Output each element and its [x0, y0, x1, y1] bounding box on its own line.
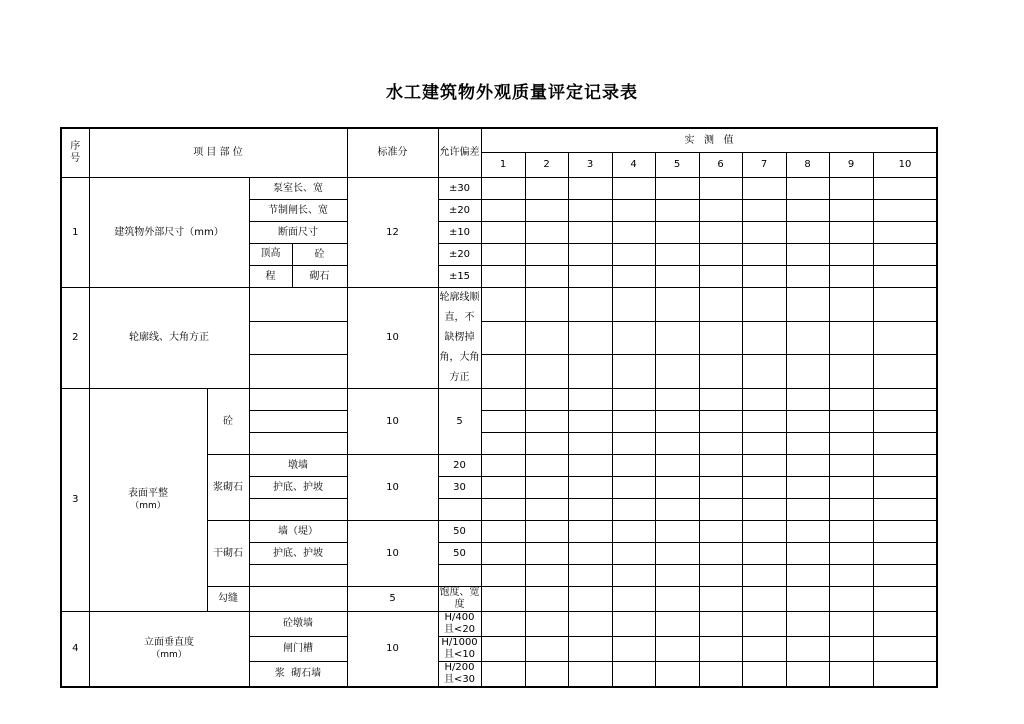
- measurement-cell: [612, 637, 655, 662]
- measurement-cell: [568, 477, 612, 499]
- measurement-cell: [525, 321, 568, 355]
- measurement-cell: [568, 612, 612, 637]
- r1-tol-4: ±20: [438, 244, 481, 266]
- measurement-cell: [829, 543, 873, 565]
- measurement-cell: [655, 411, 699, 433]
- measurement-cell: [568, 565, 612, 587]
- measurement-cell: [829, 662, 873, 688]
- measurement-cell: [568, 355, 612, 389]
- r4-name-line1: 立面垂直度: [144, 637, 194, 648]
- measurement-cell: [612, 433, 655, 455]
- measurement-cell: [742, 321, 786, 355]
- measurement-cell: [742, 499, 786, 521]
- header-tolerance: 允许偏差: [438, 128, 481, 178]
- measure-col-1: 1: [481, 153, 525, 178]
- measurement-cell: [568, 200, 612, 222]
- measurement-cell: [568, 321, 612, 355]
- r3-mortar-tol-3: [438, 499, 481, 521]
- measurement-cell: [829, 477, 873, 499]
- measurement-cell: [525, 612, 568, 637]
- measurement-cell: [742, 455, 786, 477]
- measurement-cell: [873, 355, 937, 389]
- r4-sub-3: 浆 砌石墙: [249, 662, 347, 688]
- r2-name: 轮廓线、大角方正: [89, 288, 249, 389]
- measurement-cell: [699, 477, 742, 499]
- r3-dry-tol-3: [438, 565, 481, 587]
- r3-name-line2: （mm）: [130, 501, 166, 511]
- r4-tol-2: H/1000 且<10: [438, 637, 481, 662]
- measurement-cell: [699, 178, 742, 200]
- measurement-cell: [699, 200, 742, 222]
- measurement-cell: [568, 637, 612, 662]
- measurement-cell: [829, 411, 873, 433]
- measurement-cell: [742, 355, 786, 389]
- measurement-cell: [873, 565, 937, 587]
- measurement-cell: [742, 433, 786, 455]
- measurement-cell: [829, 565, 873, 587]
- measurement-cell: [655, 222, 699, 244]
- measurement-cell: [481, 477, 525, 499]
- measurement-cell: [568, 411, 612, 433]
- r3-mortar-sub-3: [249, 499, 347, 521]
- measurement-cell: [612, 477, 655, 499]
- r3-concrete-sub-2: [249, 411, 347, 433]
- measurement-cell: [699, 637, 742, 662]
- measurement-cell: [699, 321, 742, 355]
- r2-sub-1: [249, 288, 347, 322]
- measurement-cell: [568, 288, 612, 322]
- measurement-cell: [655, 587, 699, 612]
- measurement-cell: [699, 355, 742, 389]
- measurement-cell: [873, 411, 937, 433]
- measurement-cell: [786, 389, 829, 411]
- measurement-cell: [655, 266, 699, 288]
- r1-tol-2: ±20: [438, 200, 481, 222]
- measurement-cell: [742, 411, 786, 433]
- measurement-cell: [742, 662, 786, 688]
- measurement-cell: [873, 222, 937, 244]
- r1-sub-1: 泵室长、宽: [249, 178, 347, 200]
- measurement-cell: [699, 411, 742, 433]
- r3-joint: 勾缝: [207, 587, 249, 612]
- measurement-cell: [525, 200, 568, 222]
- r2-score: 10: [347, 288, 438, 389]
- measurement-cell: [786, 477, 829, 499]
- r3-dry-sub-2: 护底、护坡: [249, 543, 347, 565]
- r3-name-line1: 表面平整: [128, 488, 168, 499]
- measurement-cell: [655, 543, 699, 565]
- r3-mortar-score: 10: [347, 455, 438, 521]
- r3-joint-score: 5: [347, 587, 438, 612]
- measurement-cell: [873, 612, 937, 637]
- measurement-cell: [873, 637, 937, 662]
- measurement-cell: [873, 389, 937, 411]
- measurement-cell: [655, 477, 699, 499]
- measurement-cell: [481, 543, 525, 565]
- r1-top-elev-2: 程: [249, 266, 292, 288]
- r2-tol-line3: 方正: [449, 372, 470, 383]
- measurement-cell: [568, 543, 612, 565]
- measurement-cell: [829, 288, 873, 322]
- measurement-cell: [481, 612, 525, 637]
- measurement-cell: [568, 266, 612, 288]
- r4-no: 4: [61, 612, 89, 688]
- r4-tol-1: H/400 且<20: [438, 612, 481, 637]
- measurement-cell: [742, 637, 786, 662]
- measurement-cell: [742, 266, 786, 288]
- r1-tol-1: ±30: [438, 178, 481, 200]
- measure-col-6: 6: [699, 153, 742, 178]
- measure-col-8: 8: [786, 153, 829, 178]
- measurement-cell: [786, 288, 829, 322]
- r1-name: 建筑物外部尺寸（mm）: [89, 178, 249, 288]
- measurement-cell: [786, 200, 829, 222]
- r4-name: [89, 612, 249, 688]
- measurement-cell: [525, 244, 568, 266]
- r3-mortar: 浆砌石: [207, 455, 249, 521]
- measurement-cell: [699, 499, 742, 521]
- measurement-cell: [525, 455, 568, 477]
- measurement-cell: [568, 244, 612, 266]
- measurement-cell: [481, 455, 525, 477]
- measurement-cell: [655, 178, 699, 200]
- measurement-cell: [568, 389, 612, 411]
- r3-dry-sub-3: [249, 565, 347, 587]
- measurement-cell: [525, 521, 568, 543]
- measurement-cell: [786, 321, 829, 355]
- measurement-cell: [525, 288, 568, 322]
- document-title: 水工建筑物外观质量评定记录表: [386, 83, 638, 103]
- measurement-cell: [481, 355, 525, 389]
- measurement-cell: [873, 477, 937, 499]
- measurement-cell: [742, 543, 786, 565]
- measure-col-7: 7: [742, 153, 786, 178]
- measurement-cell: [568, 178, 612, 200]
- measurement-cell: [525, 477, 568, 499]
- measurement-cell: [481, 200, 525, 222]
- r3-joint-tol: 饱度、宽度: [439, 587, 480, 610]
- measurement-cell: [481, 244, 525, 266]
- measurement-cell: [786, 355, 829, 389]
- measurement-cell: [699, 662, 742, 688]
- measurement-cell: [829, 355, 873, 389]
- measurement-cell: [742, 200, 786, 222]
- r1-score: 12: [347, 178, 438, 288]
- measurement-cell: [481, 662, 525, 688]
- r3-dry: 干砌石: [207, 521, 249, 587]
- measurement-cell: [786, 521, 829, 543]
- measurement-cell: [612, 543, 655, 565]
- r3-mortar-tol-2: 30: [438, 477, 481, 499]
- measurement-cell: [786, 411, 829, 433]
- r3-mortar-sub-2: 护底、护坡: [249, 477, 347, 499]
- quality-record-table: [60, 127, 938, 688]
- r1-concrete: 砼: [292, 244, 347, 266]
- measurement-cell: [742, 521, 786, 543]
- r4-score: 10: [347, 612, 438, 688]
- r3-dry-sub-1: 墙（堤）: [249, 521, 347, 543]
- measurement-cell: [873, 266, 937, 288]
- measurement-cell: [655, 565, 699, 587]
- r3-dry-tol-1: 50: [438, 521, 481, 543]
- measurement-cell: [612, 355, 655, 389]
- measurement-cell: [525, 266, 568, 288]
- measurement-cell: [481, 565, 525, 587]
- measurement-cell: [699, 521, 742, 543]
- measurement-cell: [525, 587, 568, 612]
- measurement-cell: [481, 587, 525, 612]
- r4-sub-1: 砼墩墙: [249, 612, 347, 637]
- measurement-cell: [655, 433, 699, 455]
- measurement-cell: [655, 321, 699, 355]
- measurement-cell: [829, 178, 873, 200]
- measurement-cell: [655, 389, 699, 411]
- measure-col-9: 9: [829, 153, 873, 178]
- r3-name: [89, 389, 207, 612]
- measurement-cell: [525, 389, 568, 411]
- measurement-cell: [786, 612, 829, 637]
- measurement-cell: [873, 200, 937, 222]
- measurement-cell: [655, 637, 699, 662]
- measurement-cell: [829, 222, 873, 244]
- measurement-cell: [742, 222, 786, 244]
- measurement-cell: [829, 612, 873, 637]
- measurement-cell: [525, 411, 568, 433]
- measure-col-4: 4: [612, 153, 655, 178]
- measurement-cell: [699, 288, 742, 322]
- measurement-cell: [525, 565, 568, 587]
- measurement-cell: [699, 266, 742, 288]
- measurement-cell: [699, 565, 742, 587]
- measurement-cell: [786, 637, 829, 662]
- measurement-cell: [612, 200, 655, 222]
- r2-sub-3: [249, 355, 347, 389]
- measurement-cell: [481, 637, 525, 662]
- measurement-cell: [655, 355, 699, 389]
- r1-no: 1: [61, 178, 89, 288]
- r1-top-elev-line1: 顶高: [260, 248, 281, 259]
- r2-tol-line2: 缺楞掉角，大角: [439, 332, 480, 363]
- measurement-cell: [873, 244, 937, 266]
- measurement-cell: [742, 612, 786, 637]
- r2-tol: [438, 288, 481, 389]
- measurement-cell: [742, 288, 786, 322]
- measurement-cell: [829, 521, 873, 543]
- measurement-cell: [655, 612, 699, 637]
- measurement-cell: [786, 662, 829, 688]
- measurement-cell: [786, 433, 829, 455]
- measurement-cell: [525, 433, 568, 455]
- r1-top-elev: [249, 244, 292, 266]
- measurement-cell: [699, 587, 742, 612]
- r3-concrete: 砼: [207, 389, 249, 455]
- measurement-cell: [568, 587, 612, 612]
- measurement-cell: [612, 499, 655, 521]
- header-seq: [61, 128, 89, 178]
- measure-col-5: 5: [655, 153, 699, 178]
- measurement-cell: [655, 662, 699, 688]
- r3-concrete-tol: 5: [438, 389, 481, 455]
- measurement-cell: [612, 587, 655, 612]
- measurement-cell: [786, 222, 829, 244]
- measurement-cell: [829, 321, 873, 355]
- measurement-cell: [829, 244, 873, 266]
- measurement-cell: [525, 637, 568, 662]
- measurement-cell: [481, 433, 525, 455]
- measurement-cell: [612, 411, 655, 433]
- measurement-cell: [481, 222, 525, 244]
- measurement-cell: [829, 637, 873, 662]
- measurement-cell: [786, 178, 829, 200]
- measurement-cell: [786, 244, 829, 266]
- measurement-cell: [612, 244, 655, 266]
- measurement-cell: [612, 266, 655, 288]
- measurement-cell: [612, 389, 655, 411]
- measurement-cell: [873, 455, 937, 477]
- measurement-cell: [525, 499, 568, 521]
- measurement-cell: [655, 200, 699, 222]
- measurement-cell: [873, 321, 937, 355]
- measurement-cell: [873, 543, 937, 565]
- measurement-cell: [829, 433, 873, 455]
- measurement-cell: [829, 266, 873, 288]
- measurement-cell: [873, 662, 937, 688]
- measurement-cell: [786, 587, 829, 612]
- measurement-cell: [786, 266, 829, 288]
- r3-joint-sub: [249, 587, 347, 612]
- measurement-cell: [655, 455, 699, 477]
- r3-concrete-sub-1: [249, 389, 347, 411]
- measurement-cell: [699, 433, 742, 455]
- r3-dry-tol-2: 50: [438, 543, 481, 565]
- measurement-cell: [829, 455, 873, 477]
- measurement-cell: [481, 499, 525, 521]
- measurement-cell: [612, 612, 655, 637]
- measurement-cell: [612, 662, 655, 688]
- measurement-cell: [742, 477, 786, 499]
- measurement-cell: [829, 389, 873, 411]
- measure-col-2: 2: [525, 153, 568, 178]
- measurement-cell: [568, 499, 612, 521]
- measurement-cell: [786, 455, 829, 477]
- measurement-cell: [612, 222, 655, 244]
- measurement-cell: [655, 521, 699, 543]
- measurement-cell: [655, 499, 699, 521]
- measurement-cell: [525, 178, 568, 200]
- measurement-cell: [873, 587, 937, 612]
- measurement-cell: [699, 612, 742, 637]
- r3-mortar-sub-1: 墩墙: [249, 455, 347, 477]
- r2-no: 2: [61, 288, 89, 389]
- measurement-cell: [568, 222, 612, 244]
- r1-masonry: 砌石: [292, 266, 347, 288]
- measurement-cell: [568, 433, 612, 455]
- measurement-cell: [568, 455, 612, 477]
- r3-concrete-score: 10: [347, 389, 438, 455]
- measurement-cell: [699, 222, 742, 244]
- r3-concrete-sub-3: [249, 433, 347, 455]
- r3-no: 3: [61, 389, 89, 612]
- r4-sub-2: 闸门槽: [249, 637, 347, 662]
- measurement-cell: [742, 178, 786, 200]
- header-seq-line2: 号: [70, 153, 81, 164]
- measurement-cell: [525, 355, 568, 389]
- measurement-cell: [481, 389, 525, 411]
- measurement-cell: [873, 178, 937, 200]
- measurement-cell: [612, 321, 655, 355]
- measurement-cell: [481, 321, 525, 355]
- measurement-cell: [699, 244, 742, 266]
- measurement-cell: [655, 244, 699, 266]
- measurement-cell: [481, 288, 525, 322]
- measure-col-3: 3: [568, 153, 612, 178]
- r1-tol-3: ±10: [438, 222, 481, 244]
- measurement-cell: [525, 543, 568, 565]
- measurement-cell: [742, 389, 786, 411]
- header-std-score: 标准分: [347, 128, 438, 178]
- measurement-cell: [829, 587, 873, 612]
- measurement-cell: [568, 521, 612, 543]
- r1-sub-3: 断面尺寸: [249, 222, 347, 244]
- r4-name-line2: （mm）: [151, 650, 187, 660]
- r1-tol-5: ±15: [438, 266, 481, 288]
- measurement-cell: [612, 288, 655, 322]
- r2-sub-2: [249, 321, 347, 355]
- header-measured: 实 测 值: [481, 128, 937, 153]
- measure-col-10: 10: [873, 153, 937, 178]
- measurement-cell: [829, 499, 873, 521]
- r3-mortar-tol-1: 20: [438, 455, 481, 477]
- measurement-cell: [568, 662, 612, 688]
- measurement-cell: [525, 662, 568, 688]
- measurement-cell: [742, 587, 786, 612]
- measurement-cell: [655, 288, 699, 322]
- r2-tol-line1: 轮廓线顺直，不: [439, 292, 480, 323]
- measurement-cell: [612, 178, 655, 200]
- measurement-cell: [873, 521, 937, 543]
- measurement-cell: [525, 222, 568, 244]
- measurement-cell: [612, 455, 655, 477]
- header-item: 项 目 部 位: [89, 128, 347, 178]
- measurement-cell: [481, 521, 525, 543]
- measurement-cell: [742, 244, 786, 266]
- measurement-cell: [786, 499, 829, 521]
- measurement-cell: [481, 411, 525, 433]
- measurement-cell: [699, 455, 742, 477]
- measurement-cell: [829, 200, 873, 222]
- measurement-cell: [742, 565, 786, 587]
- measurement-cell: [699, 543, 742, 565]
- measurement-cell: [699, 389, 742, 411]
- r1-sub-2: 节制闸长、宽: [249, 200, 347, 222]
- measurement-cell: [873, 433, 937, 455]
- r4-tol-3: H/200 且<30: [438, 662, 481, 688]
- r3-dry-score: 10: [347, 521, 438, 587]
- measurement-cell: [481, 266, 525, 288]
- measurement-cell: [873, 499, 937, 521]
- measurement-cell: [612, 565, 655, 587]
- measurement-cell: [873, 288, 937, 322]
- measurement-cell: [786, 565, 829, 587]
- measurement-cell: [612, 521, 655, 543]
- measurement-cell: [786, 543, 829, 565]
- measurement-cell: [481, 178, 525, 200]
- header-seq-line1: 序: [70, 141, 81, 152]
